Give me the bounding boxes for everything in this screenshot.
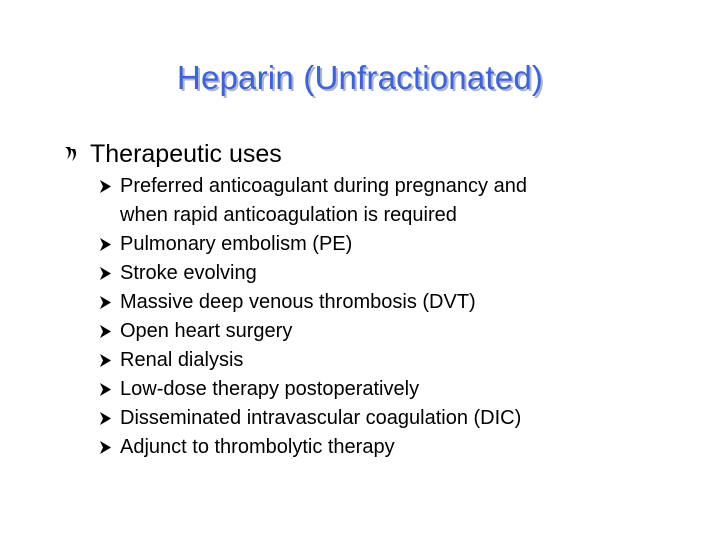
arrowhead-bullet-icon (99, 238, 112, 251)
list-item (0, 172, 720, 230)
list-item-text: Low-dose therapy postoperatively (120, 378, 420, 400)
arrowhead-bullet-icon (99, 296, 112, 309)
list-item (0, 259, 720, 288)
list-item-text: Adjunct to thrombolytic therapy (120, 436, 395, 458)
list-item-text: Stroke evolving (120, 262, 257, 284)
arrowhead-bullet-icon (99, 325, 112, 338)
list-item-line-1: Preferred anticoagulant during pregnancy and (120, 175, 527, 197)
list-item-text: Renal dialysis (120, 349, 244, 371)
arrowhead-bullet-icon (99, 441, 112, 454)
arrowhead-bullet-icon (99, 412, 112, 425)
list-item (0, 288, 720, 317)
list-item-text: Open heart surgery (120, 320, 293, 342)
list-item-text: Pulmonary embolism (PE) (120, 233, 353, 255)
list-item-text: Disseminated intravascular coagulation (DIC) (120, 407, 522, 429)
arrowhead-bullet-icon (99, 180, 112, 193)
bullet-therapeutic-uses (0, 138, 720, 170)
list-item (0, 404, 720, 433)
slide-title: Heparin (Unfractionated) (176, 59, 544, 96)
arrowhead-bullet-icon (99, 354, 112, 367)
list-item (0, 346, 720, 375)
list-item-line-2: when rapid anticoagulation is required (120, 204, 457, 226)
bullet-heading: Therapeutic uses (90, 140, 282, 168)
list-item (0, 317, 720, 346)
therapeutic-uses-list (0, 172, 720, 462)
list-item-text: Massive deep venous thrombosis (DVT) (120, 291, 476, 313)
list-item (0, 433, 720, 462)
list-item (0, 230, 720, 259)
list-item-text (120, 172, 640, 230)
wing-bullet-icon (63, 144, 79, 164)
arrowhead-bullet-icon (99, 267, 112, 280)
arrowhead-bullet-icon (99, 383, 112, 396)
list-item (0, 375, 720, 404)
